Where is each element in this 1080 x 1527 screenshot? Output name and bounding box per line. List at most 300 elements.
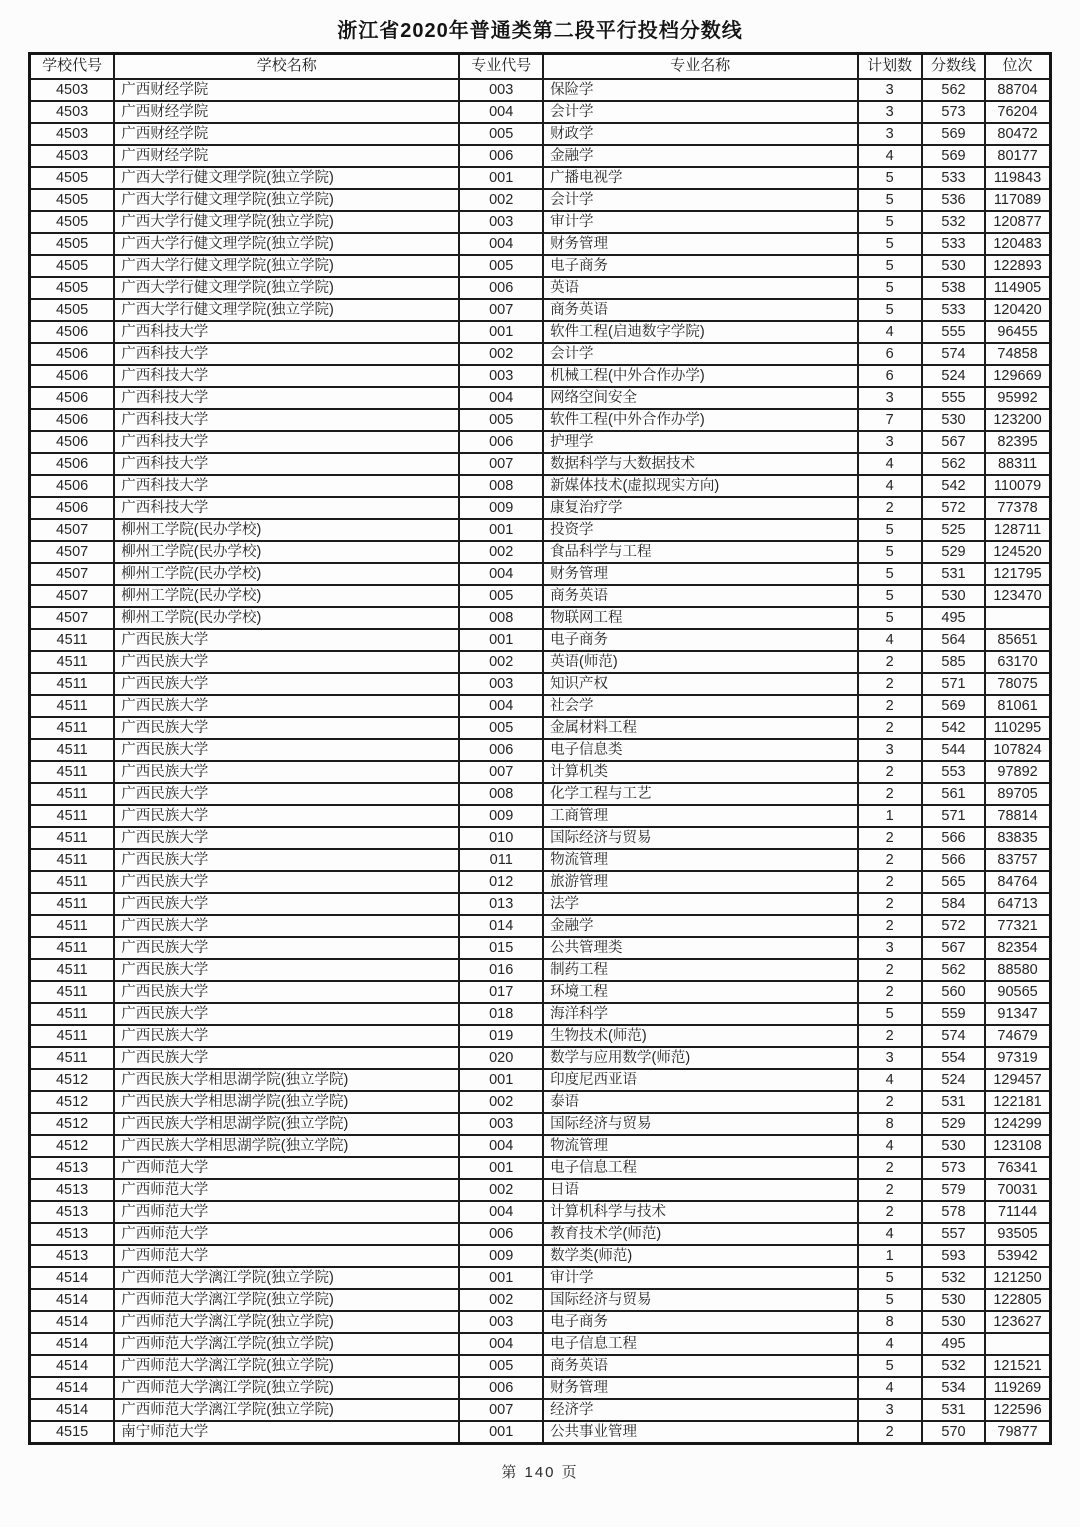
plan-count-cell: 4	[858, 629, 922, 651]
plan-count-cell: 2	[858, 1025, 922, 1047]
table-row	[30, 321, 1051, 343]
rank-cell: 129457	[985, 1069, 1050, 1091]
plan-count-cell: 3	[858, 123, 922, 145]
major-name-cell: 机械工程(中外合作办学)	[543, 365, 857, 387]
table-row	[30, 805, 1051, 827]
rank-cell: 122181	[985, 1091, 1050, 1113]
school-code-cell: 4505	[30, 277, 115, 299]
rank-cell: 88580	[985, 959, 1050, 981]
major-code-cell: 016	[459, 959, 543, 981]
plan-count-cell: 3	[858, 937, 922, 959]
major-code-cell: 009	[459, 805, 543, 827]
score-line-cell: 495	[922, 1333, 985, 1355]
plan-count-cell: 7	[858, 409, 922, 431]
major-code-cell: 001	[459, 519, 543, 541]
plan-count-cell: 5	[858, 277, 922, 299]
rank-cell: 110079	[985, 475, 1050, 497]
plan-count-cell: 2	[858, 871, 922, 893]
rank-cell: 120420	[985, 299, 1050, 321]
score-line-cell: 530	[922, 1135, 985, 1157]
plan-count-cell: 5	[858, 1003, 922, 1025]
major-name-cell: 化学工程与工艺	[543, 783, 857, 805]
score-line-cell: 536	[922, 189, 985, 211]
table-row	[30, 1399, 1051, 1421]
major-code-cell: 001	[459, 321, 543, 343]
major-name-cell: 财务管理	[543, 563, 857, 585]
major-code-cell: 004	[459, 1135, 543, 1157]
school-name-cell: 广西民族大学	[114, 1047, 459, 1069]
plan-count-cell: 4	[858, 475, 922, 497]
plan-count-cell: 3	[858, 101, 922, 123]
major-code-cell: 005	[459, 123, 543, 145]
table-row	[30, 827, 1051, 849]
major-code-cell: 003	[459, 1113, 543, 1135]
major-code-cell: 001	[459, 1267, 543, 1289]
table-row	[30, 1091, 1051, 1113]
major-name-cell: 法学	[543, 893, 857, 915]
major-code-cell: 006	[459, 431, 543, 453]
plan-count-cell: 2	[858, 695, 922, 717]
rank-cell: 84764	[985, 871, 1050, 893]
school-code-cell: 4514	[30, 1267, 115, 1289]
school-name-cell: 广西民族大学相思湖学院(独立学院)	[114, 1113, 459, 1135]
school-code-cell: 4511	[30, 915, 115, 937]
major-name-cell: 审计学	[543, 211, 857, 233]
score-line-cell: 495	[922, 607, 985, 629]
table-row	[30, 1267, 1051, 1289]
school-name-cell: 广西师范大学	[114, 1201, 459, 1223]
major-code-cell: 004	[459, 1333, 543, 1355]
plan-count-cell: 4	[858, 321, 922, 343]
rank-cell: 64713	[985, 893, 1050, 915]
table-row	[30, 959, 1051, 981]
table-row	[30, 585, 1051, 607]
major-name-cell: 旅游管理	[543, 871, 857, 893]
school-name-cell: 广西民族大学	[114, 937, 459, 959]
major-code-cell: 020	[459, 1047, 543, 1069]
table-row	[30, 409, 1051, 431]
rank-cell: 89705	[985, 783, 1050, 805]
major-code-cell: 006	[459, 145, 543, 167]
rank-cell: 83835	[985, 827, 1050, 849]
major-code-cell: 017	[459, 981, 543, 1003]
major-name-cell: 印度尼西亚语	[543, 1069, 857, 1091]
rank-cell: 97319	[985, 1047, 1050, 1069]
table-row	[30, 497, 1051, 519]
school-code-cell: 4513	[30, 1245, 115, 1267]
score-line-cell: 532	[922, 211, 985, 233]
major-code-cell: 011	[459, 849, 543, 871]
school-name-cell: 广西师范大学漓江学院(独立学院)	[114, 1399, 459, 1421]
school-name-cell: 广西科技大学	[114, 409, 459, 431]
major-code-cell: 005	[459, 409, 543, 431]
plan-count-cell: 4	[858, 1223, 922, 1245]
plan-count-cell: 8	[858, 1113, 922, 1135]
school-name-cell: 广西师范大学	[114, 1223, 459, 1245]
major-name-cell: 知识产权	[543, 673, 857, 695]
rank-cell: 88311	[985, 453, 1050, 475]
score-line-cell: 530	[922, 1289, 985, 1311]
school-name-cell: 广西科技大学	[114, 343, 459, 365]
header-major-name: 专业名称	[543, 54, 857, 79]
major-code-cell: 004	[459, 233, 543, 255]
school-name-cell: 广西师范大学漓江学院(独立学院)	[114, 1377, 459, 1399]
school-code-cell: 4511	[30, 695, 115, 717]
plan-count-cell: 6	[858, 365, 922, 387]
major-code-cell: 005	[459, 1355, 543, 1377]
plan-count-cell: 2	[858, 959, 922, 981]
table-row	[30, 365, 1051, 387]
table-row	[30, 1113, 1051, 1135]
school-code-cell: 4512	[30, 1113, 115, 1135]
major-name-cell: 广播电视学	[543, 167, 857, 189]
major-name-cell: 物流管理	[543, 1135, 857, 1157]
rank-cell: 122805	[985, 1289, 1050, 1311]
school-name-cell: 广西民族大学	[114, 739, 459, 761]
major-name-cell: 商务英语	[543, 299, 857, 321]
score-line-cell: 571	[922, 805, 985, 827]
major-code-cell: 002	[459, 651, 543, 673]
plan-count-cell: 3	[858, 387, 922, 409]
rank-cell: 78075	[985, 673, 1050, 695]
major-name-cell: 制药工程	[543, 959, 857, 981]
plan-count-cell: 4	[858, 1069, 922, 1091]
score-line-cell: 529	[922, 1113, 985, 1135]
table-row	[30, 981, 1051, 1003]
plan-count-cell: 5	[858, 299, 922, 321]
school-code-cell: 4511	[30, 629, 115, 651]
rank-cell: 117089	[985, 189, 1050, 211]
school-code-cell: 4507	[30, 607, 115, 629]
major-code-cell: 001	[459, 1157, 543, 1179]
rank-cell: 95992	[985, 387, 1050, 409]
school-name-cell: 广西民族大学	[114, 981, 459, 1003]
major-name-cell: 护理学	[543, 431, 857, 453]
school-name-cell: 柳州工学院(民办学校)	[114, 541, 459, 563]
major-name-cell: 电子信息类	[543, 739, 857, 761]
school-code-cell: 4514	[30, 1355, 115, 1377]
school-code-cell: 4506	[30, 453, 115, 475]
plan-count-cell: 4	[858, 1333, 922, 1355]
score-line-cell: 542	[922, 475, 985, 497]
table-row	[30, 1355, 1051, 1377]
score-line-cell: 569	[922, 123, 985, 145]
major-name-cell: 物流管理	[543, 849, 857, 871]
table-row	[30, 607, 1051, 629]
major-code-cell: 001	[459, 167, 543, 189]
plan-count-cell: 4	[858, 453, 922, 475]
plan-count-cell: 2	[858, 1179, 922, 1201]
major-name-cell: 计算机科学与技术	[543, 1201, 857, 1223]
major-name-cell: 保险学	[543, 79, 857, 101]
page-number: 第 140 页	[501, 1463, 579, 1481]
rank-cell: 124299	[985, 1113, 1050, 1135]
score-line-cell: 530	[922, 409, 985, 431]
plan-count-cell: 2	[858, 497, 922, 519]
school-code-cell: 4511	[30, 937, 115, 959]
header-row	[30, 54, 1051, 79]
plan-count-cell: 5	[858, 233, 922, 255]
plan-count-cell: 3	[858, 79, 922, 101]
plan-count-cell: 5	[858, 607, 922, 629]
rank-cell: 114905	[985, 277, 1050, 299]
major-code-cell: 015	[459, 937, 543, 959]
school-code-cell: 4514	[30, 1399, 115, 1421]
plan-count-cell: 4	[858, 145, 922, 167]
school-code-cell: 4513	[30, 1201, 115, 1223]
major-name-cell: 软件工程(启迪数字学院)	[543, 321, 857, 343]
school-code-cell: 4511	[30, 981, 115, 1003]
major-code-cell: 007	[459, 1399, 543, 1421]
plan-count-cell: 4	[858, 1377, 922, 1399]
school-code-cell: 4511	[30, 805, 115, 827]
school-code-cell: 4505	[30, 189, 115, 211]
school-name-cell: 广西科技大学	[114, 475, 459, 497]
school-code-cell: 4507	[30, 519, 115, 541]
score-line-cell: 569	[922, 145, 985, 167]
table-row	[30, 1157, 1051, 1179]
major-code-cell: 009	[459, 1245, 543, 1267]
plan-count-cell: 2	[858, 1157, 922, 1179]
school-name-cell: 广西师范大学	[114, 1245, 459, 1267]
major-name-cell: 国际经济与贸易	[543, 1289, 857, 1311]
major-name-cell: 会计学	[543, 343, 857, 365]
school-name-cell: 广西民族大学	[114, 1003, 459, 1025]
major-name-cell: 投资学	[543, 519, 857, 541]
rank-cell	[985, 607, 1050, 629]
major-code-cell: 009	[459, 497, 543, 519]
rank-cell: 80177	[985, 145, 1050, 167]
school-name-cell: 广西科技大学	[114, 497, 459, 519]
school-name-cell: 广西师范大学漓江学院(独立学院)	[114, 1355, 459, 1377]
header-school-name: 学校名称	[114, 54, 459, 79]
score-line-cell: 538	[922, 277, 985, 299]
school-name-cell: 广西师范大学	[114, 1179, 459, 1201]
school-name-cell: 广西民族大学相思湖学院(独立学院)	[114, 1091, 459, 1113]
school-name-cell: 广西师范大学漓江学院(独立学院)	[114, 1289, 459, 1311]
school-name-cell: 广西师范大学漓江学院(独立学院)	[114, 1333, 459, 1355]
school-name-cell: 广西师范大学漓江学院(独立学院)	[114, 1267, 459, 1289]
school-name-cell: 柳州工学院(民办学校)	[114, 585, 459, 607]
major-code-cell: 007	[459, 299, 543, 321]
major-name-cell: 电子信息工程	[543, 1157, 857, 1179]
school-name-cell: 广西民族大学	[114, 629, 459, 651]
score-line-cell: 531	[922, 1399, 985, 1421]
major-name-cell: 数据科学与大数据技术	[543, 453, 857, 475]
school-name-cell: 广西科技大学	[114, 321, 459, 343]
major-code-cell: 002	[459, 541, 543, 563]
table-row	[30, 541, 1051, 563]
major-name-cell: 英语(师范)	[543, 651, 857, 673]
school-name-cell: 广西民族大学	[114, 849, 459, 871]
table-row	[30, 475, 1051, 497]
school-name-cell: 广西大学行健文理学院(独立学院)	[114, 255, 459, 277]
school-code-cell: 4511	[30, 871, 115, 893]
major-code-cell: 008	[459, 783, 543, 805]
major-code-cell: 002	[459, 189, 543, 211]
major-name-cell: 金属材料工程	[543, 717, 857, 739]
school-code-cell: 4505	[30, 255, 115, 277]
school-name-cell: 广西民族大学	[114, 915, 459, 937]
header-school-code: 学校代号	[30, 54, 115, 79]
school-code-cell: 4506	[30, 321, 115, 343]
score-line-cell: 578	[922, 1201, 985, 1223]
rank-cell: 79877	[985, 1421, 1050, 1444]
school-code-cell: 4514	[30, 1289, 115, 1311]
major-code-cell: 004	[459, 1201, 543, 1223]
school-name-cell: 广西民族大学	[114, 651, 459, 673]
table-row	[30, 739, 1051, 761]
rank-cell: 121521	[985, 1355, 1050, 1377]
score-line-cell: 533	[922, 299, 985, 321]
score-line-cell: 533	[922, 233, 985, 255]
major-code-cell: 004	[459, 563, 543, 585]
table-row	[30, 1135, 1051, 1157]
rank-cell: 121250	[985, 1267, 1050, 1289]
table-row	[30, 695, 1051, 717]
rank-cell: 96455	[985, 321, 1050, 343]
major-name-cell: 康复治疗学	[543, 497, 857, 519]
plan-count-cell: 2	[858, 1091, 922, 1113]
header-rank: 位次	[985, 54, 1050, 79]
major-name-cell: 公共事业管理	[543, 1421, 857, 1444]
table-row	[30, 1179, 1051, 1201]
header-score-line: 分数线	[922, 54, 985, 79]
plan-count-cell: 2	[858, 761, 922, 783]
rank-cell: 120483	[985, 233, 1050, 255]
major-name-cell: 商务英语	[543, 585, 857, 607]
school-code-cell: 4511	[30, 717, 115, 739]
rank-cell: 90565	[985, 981, 1050, 1003]
score-line-cell: 530	[922, 255, 985, 277]
major-code-cell: 005	[459, 717, 543, 739]
school-code-cell: 4513	[30, 1179, 115, 1201]
table-row	[30, 211, 1051, 233]
plan-count-cell: 2	[858, 1421, 922, 1444]
rank-cell: 70031	[985, 1179, 1050, 1201]
major-name-cell: 财务管理	[543, 1377, 857, 1399]
score-line-cell: 573	[922, 1157, 985, 1179]
score-line-cell: 554	[922, 1047, 985, 1069]
table-row	[30, 277, 1051, 299]
table-row	[30, 255, 1051, 277]
table-row	[30, 299, 1051, 321]
rank-cell: 76341	[985, 1157, 1050, 1179]
score-line-cell: 534	[922, 1377, 985, 1399]
table-body	[30, 79, 1051, 1444]
school-code-cell: 4513	[30, 1223, 115, 1245]
table-row	[30, 167, 1051, 189]
rank-cell: 123470	[985, 585, 1050, 607]
school-name-cell: 广西民族大学	[114, 805, 459, 827]
plan-count-cell: 5	[858, 1289, 922, 1311]
plan-count-cell: 1	[858, 1245, 922, 1267]
major-code-cell: 007	[459, 761, 543, 783]
school-name-cell: 广西财经学院	[114, 101, 459, 123]
school-name-cell: 广西民族大学	[114, 673, 459, 695]
plan-count-cell: 2	[858, 827, 922, 849]
plan-count-cell: 6	[858, 343, 922, 365]
major-code-cell: 012	[459, 871, 543, 893]
school-name-cell: 南宁师范大学	[114, 1421, 459, 1444]
plan-count-cell: 2	[858, 1201, 922, 1223]
major-name-cell: 食品科学与工程	[543, 541, 857, 563]
rank-cell: 74858	[985, 343, 1050, 365]
school-name-cell: 广西科技大学	[114, 431, 459, 453]
score-line-cell: 584	[922, 893, 985, 915]
plan-count-cell: 5	[858, 211, 922, 233]
major-name-cell: 财政学	[543, 123, 857, 145]
table-row	[30, 1069, 1051, 1091]
table-row	[30, 387, 1051, 409]
score-line-cell: 530	[922, 1311, 985, 1333]
major-name-cell: 数学类(师范)	[543, 1245, 857, 1267]
table-row	[30, 1245, 1051, 1267]
plan-count-cell: 8	[858, 1311, 922, 1333]
school-name-cell: 广西科技大学	[114, 365, 459, 387]
school-code-cell: 4515	[30, 1421, 115, 1444]
table-row	[30, 1025, 1051, 1047]
school-code-cell: 4507	[30, 563, 115, 585]
school-name-cell: 柳州工学院(民办学校)	[114, 519, 459, 541]
score-line-cell: 525	[922, 519, 985, 541]
school-code-cell: 4511	[30, 849, 115, 871]
major-name-cell: 电子信息工程	[543, 1333, 857, 1355]
major-name-cell: 电子商务	[543, 1311, 857, 1333]
plan-count-cell: 2	[858, 673, 922, 695]
school-code-cell: 4503	[30, 123, 115, 145]
school-code-cell: 4506	[30, 387, 115, 409]
score-line-cell: 544	[922, 739, 985, 761]
score-line-cell: 566	[922, 827, 985, 849]
major-name-cell: 会计学	[543, 189, 857, 211]
school-code-cell: 4506	[30, 365, 115, 387]
table-row	[30, 893, 1051, 915]
table-row	[30, 1201, 1051, 1223]
major-name-cell: 电子商务	[543, 255, 857, 277]
school-code-cell: 4505	[30, 211, 115, 233]
school-code-cell: 4503	[30, 101, 115, 123]
table-row	[30, 1047, 1051, 1069]
score-line-cell: 579	[922, 1179, 985, 1201]
score-table	[28, 52, 1052, 1445]
rank-cell: 83757	[985, 849, 1050, 871]
major-name-cell: 会计学	[543, 101, 857, 123]
school-code-cell: 4511	[30, 1025, 115, 1047]
major-name-cell: 国际经济与贸易	[543, 827, 857, 849]
rank-cell: 110295	[985, 717, 1050, 739]
school-code-cell: 4506	[30, 431, 115, 453]
major-name-cell: 金融学	[543, 915, 857, 937]
plan-count-cell: 5	[858, 563, 922, 585]
table-row	[30, 629, 1051, 651]
school-code-cell: 4505	[30, 233, 115, 255]
major-name-cell: 物联网工程	[543, 607, 857, 629]
major-code-cell: 007	[459, 453, 543, 475]
major-code-cell: 001	[459, 1421, 543, 1444]
school-code-cell: 4507	[30, 585, 115, 607]
score-line-cell: 569	[922, 695, 985, 717]
score-line-cell: 571	[922, 673, 985, 695]
score-line-cell: 574	[922, 1025, 985, 1047]
school-code-cell: 4511	[30, 959, 115, 981]
school-code-cell: 4506	[30, 475, 115, 497]
school-code-cell: 4511	[30, 783, 115, 805]
header-plan-count: 计划数	[858, 54, 922, 79]
major-code-cell: 008	[459, 607, 543, 629]
plan-count-cell: 5	[858, 255, 922, 277]
table-row	[30, 343, 1051, 365]
